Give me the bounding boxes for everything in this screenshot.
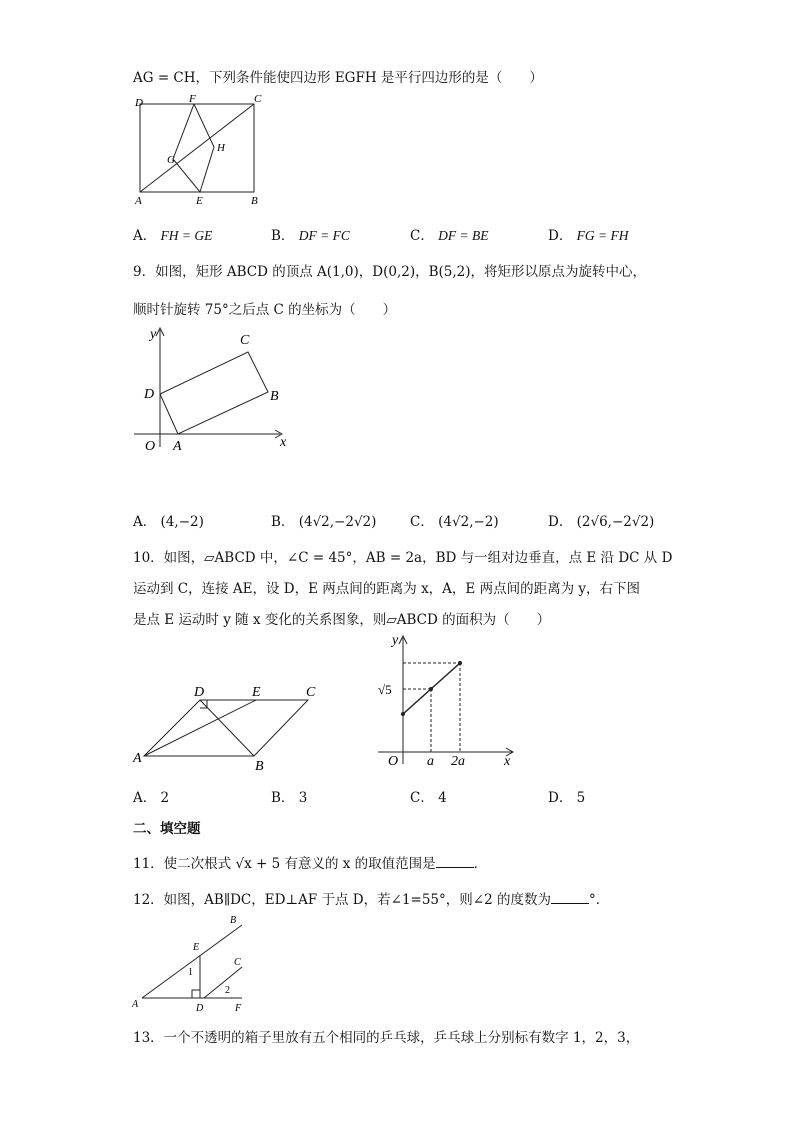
q9-option-a[interactable]: A． (4,−2)	[133, 514, 204, 530]
q8-label-D: D	[135, 97, 143, 109]
q10-graph-label-2a: 2a	[451, 754, 465, 769]
q12-figure	[130, 913, 260, 1017]
q13-line: 13．一个不透明的箱子里放有五个相同的乒乓球，乒乓球上分别标有数字 1，2，3，	[133, 1030, 640, 1046]
q8-label-B: B	[251, 195, 258, 207]
q10-label-D: D	[194, 685, 205, 700]
q10-parallelogram-figure	[130, 682, 330, 774]
q10-option-b[interactable]: B． 3	[271, 790, 308, 806]
q8-option-b[interactable]: B． DF = FC	[271, 228, 350, 244]
q12-label-F: F	[235, 1003, 242, 1014]
q8-label-C: C	[254, 93, 262, 105]
q8-label-A: A	[135, 195, 142, 207]
q10-graph-label-y: y	[392, 633, 399, 648]
q9-line2: 顺时针旋转 75°之后点 C 的坐标为（ ）	[133, 302, 397, 318]
q12-label-A: A	[132, 999, 139, 1010]
q11-answer-blank[interactable]	[436, 855, 474, 868]
q9-option-b[interactable]: B． (4√2,−2√2)	[271, 514, 377, 530]
q10-graph-figure	[370, 632, 520, 772]
q12-answer-blank[interactable]	[551, 891, 589, 904]
q11-text: 11．使二次根式 √x + 5 有意义的 x 的取值范围是	[133, 856, 436, 872]
q10-line1: 10．如图，▱ABCD 中，∠C = 45°，AB = 2a，BD 与一组对边垂直，点 E 沿 DC 从 D	[133, 550, 673, 566]
q12-label-E: E	[193, 942, 200, 953]
q10-label-B: B	[255, 759, 264, 774]
q9-label-A: A	[173, 439, 182, 452]
q9-option-d[interactable]: D． (2√6,−2√2)	[548, 514, 655, 530]
q8-label-G: G	[167, 154, 175, 166]
q10-graph-label-O: O	[388, 754, 399, 769]
q10-line2: 运动到 C，连接 AE，设 D，E 两点间的距离为 x，A，E 两点间的距离为 y，右下图	[133, 581, 640, 597]
q12-label-B: B	[230, 915, 237, 926]
q9-figure	[130, 322, 300, 452]
q10-label-A: A	[133, 751, 142, 766]
section-fill-in-title: 二、填空题	[133, 821, 201, 837]
q9-label-x: x	[280, 435, 287, 450]
q10-option-d[interactable]: D． 5	[548, 790, 586, 806]
q12-label-angle2: 2	[225, 985, 230, 996]
q8-stem: AG = CH，下列条件能使四边形 EGFH 是平行四边形的是（ ）	[133, 70, 543, 86]
q10-label-C: C	[306, 685, 316, 700]
q8-option-a[interactable]: A． FH = GE	[133, 228, 213, 244]
q10-graph-start-point	[401, 712, 405, 716]
q8-label-E: E	[196, 195, 203, 207]
q8-option-d[interactable]: D． FG = FH	[548, 228, 629, 244]
q11-end: ．	[473, 856, 488, 872]
q8-label-F: F	[189, 93, 196, 105]
q10-graph-label-x: x	[504, 754, 511, 769]
q10-option-a[interactable]: A． 2	[133, 790, 170, 806]
q8-option-c[interactable]: C． DF = BE	[410, 228, 489, 244]
q9-label-C: C	[240, 333, 250, 348]
q10-line3: 是点 E 运动时 y 随 x 变化的关系图象，则▱ABCD 的面积为（ ）	[133, 612, 551, 628]
q9-option-c[interactable]: C． (4√2,−2)	[410, 514, 499, 530]
q12-line	[133, 888, 609, 908]
q10-graph-end-point	[458, 661, 462, 665]
q8-label-H: H	[217, 142, 225, 154]
q9-line1: 9．如图，矩形 ABCD 的顶点 A(1,0)，D(0,2)，B(5,2)，将矩形以原点为旋转中心，	[133, 264, 647, 280]
q12-end: °．	[588, 892, 610, 908]
q11-line	[133, 852, 487, 872]
q10-option-c[interactable]: C． 4	[410, 790, 447, 806]
q9-label-D: D	[144, 387, 155, 402]
q12-label-D: D	[196, 1003, 204, 1014]
q12-text: 12．如图，AB∥DC，ED⊥AF 于点 D，若∠1=55°，则∠2 的度数为	[133, 892, 551, 908]
q9-label-B: B	[270, 389, 279, 404]
q12-label-angle1: 1	[188, 967, 193, 978]
q10-graph-label-sqrt5: √5	[378, 682, 392, 697]
q12-label-C: C	[234, 957, 241, 968]
q10-graph-mid-point	[429, 687, 433, 691]
q8-figure	[130, 92, 270, 210]
q10-graph-label-a: a	[427, 754, 434, 769]
q10-label-E: E	[252, 685, 261, 700]
q9-label-y: y	[150, 327, 157, 342]
q9-label-O: O	[145, 439, 156, 452]
